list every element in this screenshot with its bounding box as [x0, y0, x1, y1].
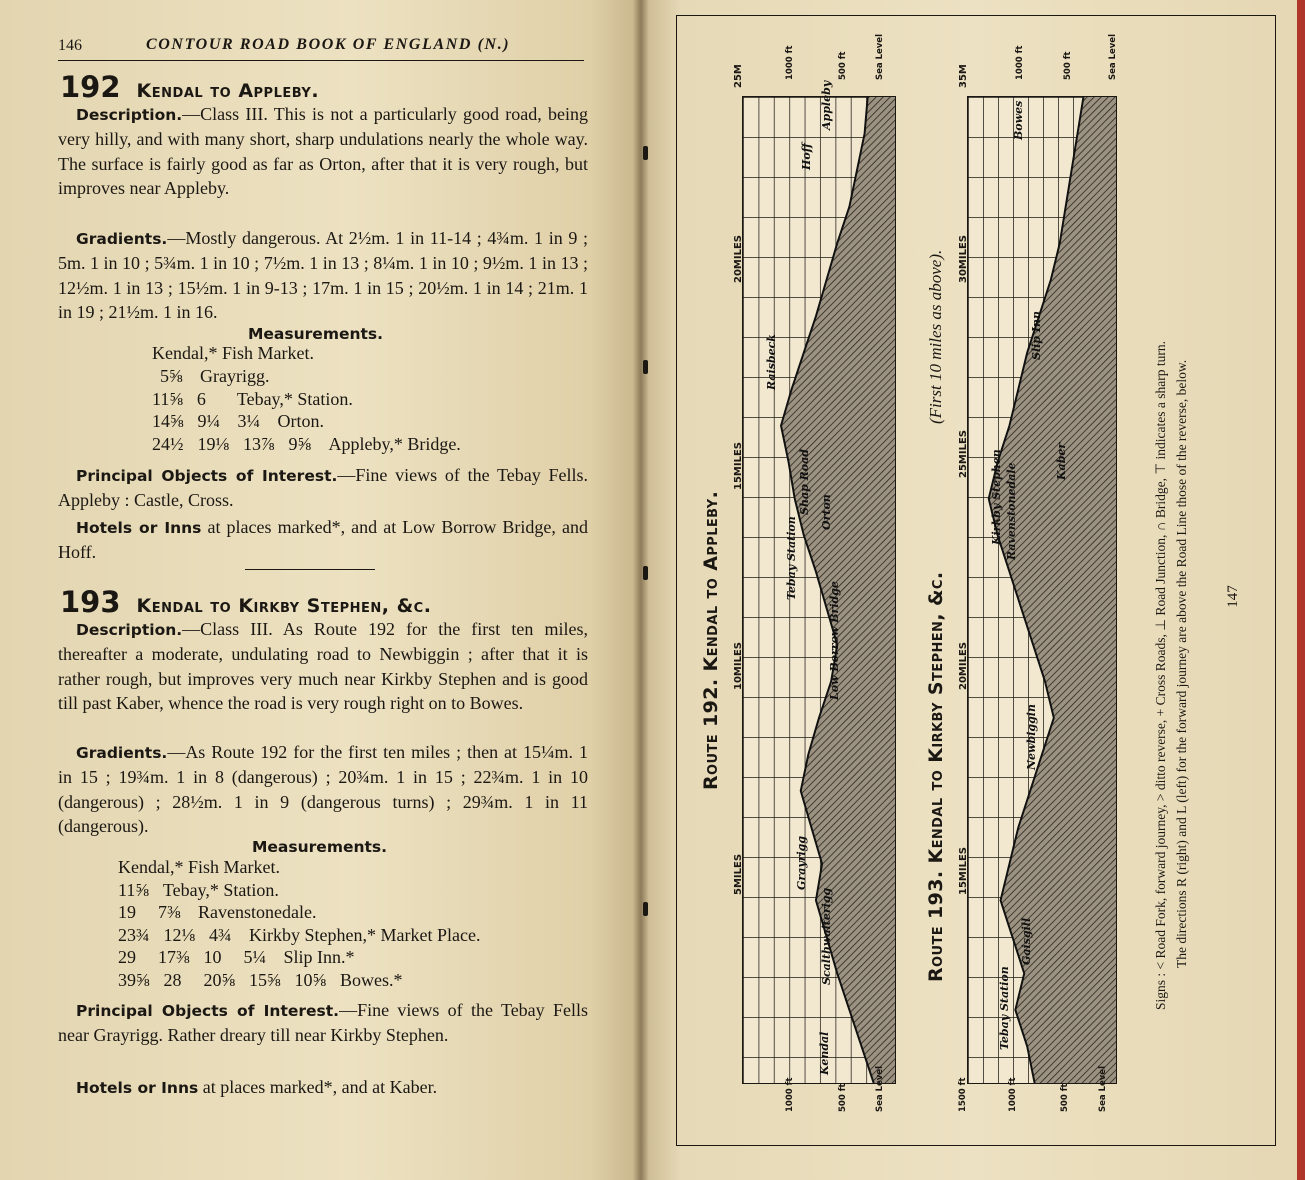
route-193-title: Kendal to Kirkby Stephen, &c. [136, 595, 432, 617]
measurement-row [118, 947, 355, 968]
chart-193-place-label: Kirkby Stephen [990, 449, 1003, 545]
chart-193-place-label: Gaisgill [1020, 917, 1033, 965]
route-192-hotels [58, 515, 588, 565]
page-number-right: 147 [1224, 585, 1241, 608]
route-192-description [58, 102, 588, 201]
chart-193-mile-label: 15MILES [958, 847, 969, 895]
route-192-number: 192 [60, 70, 121, 104]
measurement-place: Slip Inn.* [283, 947, 355, 968]
chart-193-place-label: Bowes [1012, 100, 1025, 140]
binding-mark [643, 566, 648, 580]
measurement-distance: 29 [118, 947, 136, 968]
chart-192-place-label: Tebay Station [785, 516, 798, 600]
route-192-profile-chart [742, 96, 896, 1084]
signs-legend-line2: The directions R (right) and L (left) for the forward journey are above the Road Line those of the reverse, below. [1174, 359, 1189, 968]
route-193-description [58, 617, 588, 716]
chart-193-place-label: Newbiggin [1025, 704, 1038, 770]
poi-text: —Fine views of the Tebay Fells. Appleby : Castle, Cross. [58, 465, 588, 511]
hotels-label: Hotels or Inns [76, 1079, 199, 1097]
chart-193-place-label: Slip Inn [1030, 311, 1043, 360]
measurement-row [152, 343, 314, 364]
route-193-chart-title: Route 193. Kendal to Kirkby Stephen, &c. [925, 571, 947, 982]
measurement-distance: 4¾ [209, 924, 232, 945]
poi-text: —Fine views of the Tebay Fells near Grayrigg. Rather dreary till near Kirkby Stephen. [58, 1000, 588, 1046]
route-193-hill-profile [968, 97, 1116, 1083]
measurement-distance: 28 [163, 970, 182, 990]
chart-192-altitude-label-top: Sea Level [875, 34, 885, 80]
measurement-distance: 7⅜ [158, 902, 181, 923]
measurement-row [118, 970, 403, 991]
measurement-row [118, 925, 480, 946]
chart-192-altitude-label: 500 ft [838, 1083, 848, 1112]
measurement-row [160, 366, 269, 387]
page-edge [1297, 0, 1305, 1180]
route-192-chart-title: Route 192. Kendal to Appleby. [700, 490, 722, 790]
measurement-place: Grayrigg. [200, 365, 270, 386]
poi-label: Principal Objects of Interest. [76, 467, 338, 485]
measurement-distance: 20⅝ [203, 970, 235, 990]
measurement-place: Tebay,* Station. [162, 879, 279, 900]
measurement-distance: 11⅝ [152, 388, 183, 409]
measurement-row [152, 411, 324, 432]
chart-193-mile-label: 30MILES [958, 235, 969, 283]
chart-193-altitude-label: 1500 ft [958, 1077, 968, 1112]
measurement-distance: 10⅝ [294, 970, 326, 990]
chart-192-place-label: Low Borrow Bridge [828, 581, 841, 700]
chart-192-place-label: Orton [820, 494, 833, 530]
measurement-place: Kendal,* Fish Market. [152, 343, 314, 363]
chart-192-mile-label: 5MILES [733, 853, 744, 895]
measurement-distance: 12⅛ [163, 924, 195, 945]
hotels-label: Hotels or Inns [76, 519, 202, 537]
measurement-distance: 5⅝ [160, 365, 183, 386]
chart-192-mile-label: 10MILES [733, 642, 744, 690]
measurement-row [152, 434, 461, 455]
gradients-text: —As Route 192 for the first ten miles ; then at 15¼m. 1 in 15 ; 19¾m. 1 in 8 (dangerous) ; 20¾m. 1 in 15 ; 22¾m. 1 in 10 (dangerous) ; 28½m. 1 in 9 (dangerous turns) ; 29¾m. 1 in 11 (dangerous). [58, 742, 588, 837]
book-spine [633, 0, 649, 1180]
route-192-hill-profile [743, 97, 895, 1083]
description-text: —Class III. This is not a particularly good road, being very hilly, and with many short, sharp undulations nearly the whole way. The surface is fairly good as far as Orton, after that it is very rough, but improves near Appleby. [58, 104, 588, 199]
measurement-distance: 3¼ [237, 411, 260, 432]
chart-192-altitude-label-top: 500 ft [838, 51, 848, 80]
chart-193-altitude-label-top: 1000 ft [1015, 45, 1025, 80]
measurement-distance: 11⅝ [118, 879, 149, 900]
section-divider [245, 569, 375, 570]
measurement-place: Kendal,* Fish Market. [118, 857, 280, 877]
running-header [58, 35, 584, 61]
measurement-distance: 10 [203, 947, 222, 968]
binding-mark [643, 360, 648, 374]
measurement-distance: 19 [118, 902, 136, 923]
binding-mark [643, 146, 648, 160]
measurement-distance: 13⅞ [243, 434, 275, 455]
poi-label: Principal Objects of Interest. [76, 1002, 340, 1020]
chart-193-altitude-label-top: 500 ft [1063, 51, 1073, 80]
route-193-objects-of-interest [58, 998, 588, 1048]
measurement-place: Appleby,* Bridge. [328, 434, 461, 455]
hill-shading [989, 97, 1116, 1083]
measurement-row [118, 902, 316, 923]
measurement-distance: 9⅝ [288, 434, 311, 455]
chart-192-place-label: Shap Road [798, 449, 811, 515]
route-193-number: 193 [60, 585, 121, 619]
chart-193-mile-label: 20MILES [958, 642, 969, 690]
route-192-measurements-title: Measurements. [248, 325, 384, 343]
description-label: Description. [76, 106, 183, 124]
measurement-distance: 14⅝ [152, 411, 184, 432]
measurement-row [152, 389, 353, 410]
description-label: Description. [76, 621, 183, 639]
measurement-distance: 9¼ [197, 411, 220, 432]
route-193-chart-subtitle: (First 10 miles as above). [926, 249, 945, 424]
route-193-gradients [58, 740, 588, 839]
measurement-distance: 19⅛ [197, 434, 229, 455]
signs-legend-line1: Signs : < Road Fork, forward journey, > ditto reverse, + Cross Roads, ⊥ Road Junction, ∩ Bridge, ⊤ indicates a sharp turn. [1153, 340, 1168, 1010]
route-192-title: Kendal to Appleby. [136, 80, 320, 102]
chart-192-place-label: Kendal [818, 1031, 831, 1075]
chart-192-mile-label: 15MILES [733, 442, 744, 490]
chart-192-place-label: Raisbeck [765, 334, 778, 390]
route-192-gradients [58, 226, 588, 325]
measurement-place: Ravenstonedale. [198, 902, 317, 923]
route-193-hotels [58, 1075, 588, 1100]
measurement-distance: 23¾ [118, 924, 150, 945]
route-193-profile-chart [967, 96, 1117, 1084]
chart-193-altitude-label: 500 ft [1060, 1083, 1070, 1112]
measurement-distance: 24½ [152, 434, 184, 455]
measurement-place: Bowes.* [340, 970, 403, 990]
chart-193-place-label: Kaber [1055, 442, 1068, 480]
binding-mark [643, 902, 648, 916]
measurement-row [118, 880, 279, 901]
measurement-place: Orton. [277, 411, 324, 432]
route-193-measurements-title: Measurements. [252, 838, 388, 856]
measurement-place: Tebay,* Station. [236, 388, 353, 409]
gradients-label: Gradients. [76, 744, 168, 762]
description-text: —Class III. As Route 192 for the first ten miles, thereafter a moderate, undulating road to Newbiggin ; after that it is rather rough, but improves very much near Kirkby Stephen and is good till past Kaber, whence the road is very rough right on to Bowes. [58, 619, 588, 714]
measurement-row [118, 857, 280, 878]
chart-192-mile-label: 20MILES [733, 235, 744, 283]
chart-192-altitude-label-top: 1000 ft [785, 45, 795, 80]
measurement-distance: 6 [196, 388, 206, 409]
book-title: CONTOUR ROAD BOOK OF ENGLAND (N.) [146, 36, 511, 53]
page-number-left: 146 [58, 37, 82, 54]
route-192-heading [60, 70, 590, 104]
chart-193-mile-label: 35M [958, 64, 969, 88]
chart-192-place-label: Hoff [800, 143, 813, 170]
chart-193-altitude-label-top: Sea Level [1108, 34, 1118, 80]
measurement-distance: 39⅝ [118, 970, 150, 990]
left-page [0, 0, 641, 1180]
chart-193-place-label: Tebay Station [998, 966, 1011, 1050]
chart-193-altitude-label: 1000 ft [1008, 1077, 1018, 1112]
chart-192-altitude-label: 1000 ft [785, 1077, 795, 1112]
measurement-place: Kirkby Stephen,* Market Place. [249, 924, 481, 945]
measurement-distance: 17⅜ [158, 947, 190, 968]
chart-192-place-label: Appleby [820, 80, 833, 130]
chart-192-altitude-label: Sea Level [875, 1066, 885, 1112]
hotels-text: at places marked*, and at Kaber. [198, 1077, 438, 1097]
chart-192-place-label: Grayrigg [795, 835, 808, 890]
hotels-text: at places marked*, and at Low Borrow Bridge, and Hoff. [58, 517, 588, 563]
route-192-objects-of-interest [58, 463, 588, 513]
measurement-distance: 15⅝ [249, 970, 281, 990]
route-193-heading [60, 585, 590, 619]
chart-192-place-label: Scalthwaiterigg [820, 887, 833, 985]
chart-193-place-label: Ravenstonedale [1005, 462, 1018, 560]
chart-193-mile-label: 25MILES [958, 430, 969, 478]
gradients-text: —Mostly dangerous. At 2½m. 1 in 11-14 ; 4¾m. 1 in 9 ; 5m. 1 in 10 ; 5¾m. 1 in 10 ; 7½m. 1 in 13 ; 8¼m. 1 in 10 ; 9½m. 1 in 13 ; 12½m. 1 in 13 ; 15½m. 1 in 9-13 ; 17m. 1 in 15 ; 20½m. 1 in 14 ; 21m. 1 in 19 ; 21½m. 1 in 16. [58, 228, 588, 323]
measurement-distance: 5¼ [243, 947, 266, 968]
chart-193-altitude-label: Sea Level [1098, 1066, 1108, 1112]
gradients-label: Gradients. [76, 230, 168, 248]
chart-192-mile-label: 25M [733, 64, 744, 88]
